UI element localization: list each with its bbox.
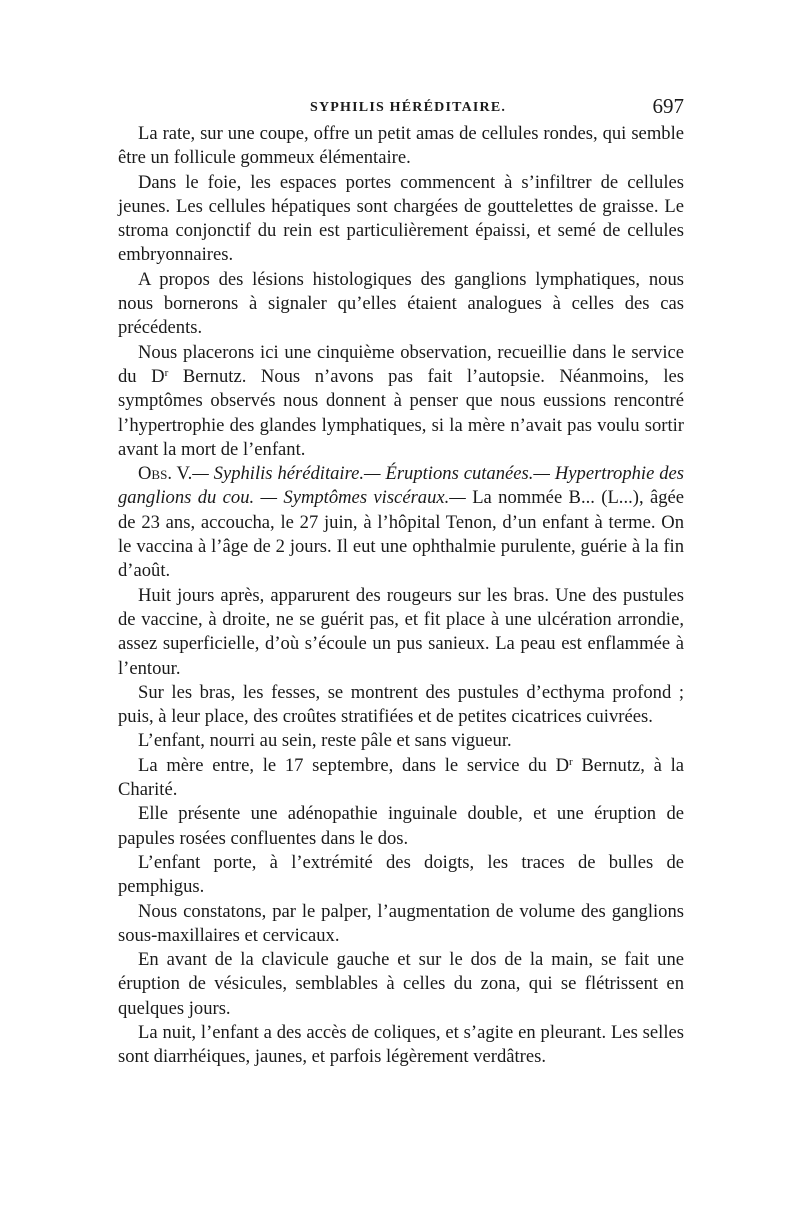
text-span: Bernutz. Nous n’avons pas fait l’autopsie. Néanmoins, les symptômes observés nous donnent à penser que nous eussions rencontré l’hypertrophie des glandes lymphatiques, si la mère n’avait pas voulu sortir avant la mort de l’enfant. [118, 365, 684, 460]
paragraph-nourri: L’enfant, nourri au sein, reste pâle et sans vigueur. [138, 730, 512, 752]
observation-title: — Syphilis héréditaire.— Éruptions cutanées.— Hypertrophie des ganglions du cou. — Symptômes viscéraux.— [118, 463, 685, 509]
superscript: r [569, 755, 573, 768]
text-span: La mère entre, le 17 septembre, dans le service du D [138, 754, 569, 776]
paragraph-pemphigus: L’enfant porte, à l’extrémité des doigts, les traces de bulles de pemphigus. [118, 851, 684, 898]
paragraph-coliques: La nuit, l’enfant a des accès de coliques, et s’agite en pleurant. Les selles sont diarrhéiques, jaunes, et parfois légèrement verdâtres. [118, 1021, 684, 1068]
observation-label: Obs. V. [138, 463, 193, 485]
paragraph-fifth-observation [118, 341, 684, 462]
paragraph-adenopathie: Elle présente une adénopathie inguinale double, et une éruption de papules rosées confluentes dans le dos. [118, 803, 684, 849]
text-span: Bernutz, à la Charité. [118, 754, 685, 801]
paragraph-liver: Dans le foie, les espaces portes commencent à s’infiltrer de cellules jeunes. Les cellules hépatiques sont chargées de gouttelettes de graisse. Le stroma conjonctif du rein est particulièrement épaissi, et semé de cellules embryonnaires. [118, 171, 684, 266]
paragraph-mere-entre [118, 754, 684, 803]
running-title: SYPHILIS HÉRÉDITAIRE. [310, 100, 507, 115]
page-number: 697 [652, 94, 684, 118]
text-span: Nous placerons ici une cinquième observation, recueillie dans le service du D [118, 341, 684, 387]
book-page [118, 92, 684, 1070]
paragraph-vesicules: En avant de la clavicule gauche et sur le dos de la main, se fait une éruption de vésicules, semblables à celles du zona, qui se flétrissent en quelques jours. [118, 949, 684, 1019]
paragraph-spleen: La rate, sur une coupe, offre un petit amas de cellules rondes, qui semble être un follicule gommeux élémentaire. [118, 123, 684, 169]
page-header [118, 92, 684, 122]
paragraph-ganglions: Nous constatons, par le palper, l’augmentation de volume des ganglions sous-maxillaires et cervicaux. [118, 900, 684, 946]
paragraph-rougeurs: Huit jours après, apparurent des rougeurs sur les bras. Une des pustules de vaccine, à droite, ne se guérit pas, et fit place à une ulcération arrondie, assez superficielle, d’où s’écoule un pus sanieux. La peau est enflammée à l’entour. [118, 584, 684, 679]
observation-text: La nommée B... (L...), âgée de 23 ans, accoucha, le 27 juin, à l’hôpital Tenon, d’un enfant à terme. On le vaccina à l’âge de 2 jours. Il eut une ophthalmie purulente, guérie à la fin d’août. [118, 487, 684, 582]
observation-heading [118, 462, 684, 583]
paragraph-lymph-lesions: A propos des lésions histologiques des ganglions lymphatiques, nous nous bornerons à signaler qu’elles étaient analogues à celles des cas précédents. [118, 268, 684, 339]
paragraph-ecthyma: Sur les bras, les fesses, se montrent des pustules d’ecthyma profond ; puis, à leur place, des croûtes stratifiées et de petites cicatrices cuivrées. [118, 681, 684, 728]
superscript: r [164, 366, 169, 379]
